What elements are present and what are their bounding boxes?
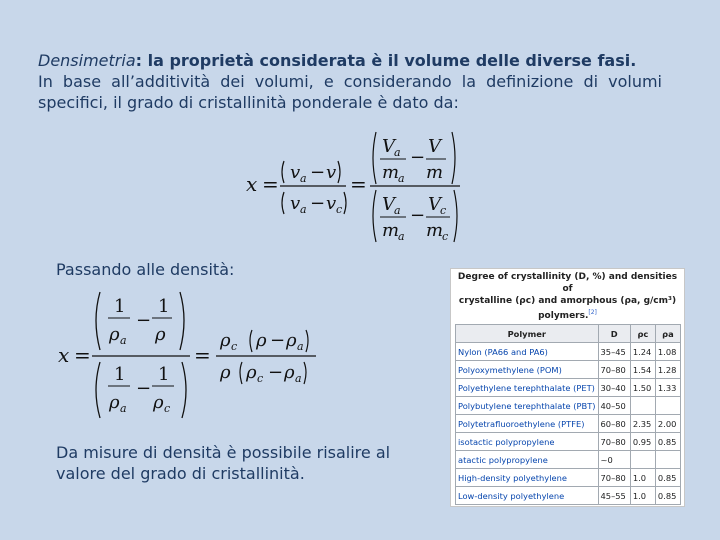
cell-rho-c: [630, 397, 655, 415]
conclusion-line-1: Da misure di densità è possibile risalire al: [56, 443, 391, 462]
cell-rho-a: 1.08: [655, 343, 680, 361]
cell-rho-c: 1.0: [630, 469, 655, 487]
svg-text:c: c: [164, 402, 171, 415]
intro-title-italic: Densimetria: [38, 51, 136, 70]
cell-d: 60–80: [598, 415, 630, 433]
svg-text:m: m: [382, 220, 400, 241]
cell-d: 45–55: [598, 487, 630, 505]
conclusion-text: [56, 442, 390, 484]
svg-text:ρ: ρ: [153, 392, 164, 413]
svg-text:m: m: [426, 162, 444, 183]
table-caption: [457, 271, 678, 322]
cell-rho-a: 0.85: [655, 469, 680, 487]
svg-text:−: −: [410, 205, 426, 226]
svg-text:a: a: [120, 334, 127, 347]
svg-text:V: V: [382, 194, 395, 215]
svg-text:ρ: ρ: [286, 330, 297, 351]
table-row: [456, 415, 681, 433]
header-rho-c: ρc: [630, 325, 655, 343]
cell-rho-a: 0.85: [655, 433, 680, 451]
svg-text:c: c: [231, 340, 238, 353]
svg-text:=: =: [74, 343, 91, 367]
svg-text:ρ: ρ: [246, 362, 257, 383]
svg-text:ρ: ρ: [155, 324, 166, 345]
table-row: [456, 487, 681, 505]
table-caption-ref[interactable]: [2]: [588, 309, 597, 316]
cell-rho-a: 0.85: [655, 487, 680, 505]
conclusion-line-2: valore del grado di cristallinità.: [56, 464, 305, 483]
header-d: D: [598, 325, 630, 343]
svg-text:a: a: [300, 172, 307, 185]
cell-rho-a: 1.28: [655, 361, 680, 379]
table-header-row: [456, 325, 681, 343]
svg-text:1: 1: [158, 296, 170, 317]
cell-rho-a: [655, 397, 680, 415]
svg-text:v: v: [290, 193, 301, 214]
svg-text:ρ: ρ: [220, 362, 231, 383]
polymer-link[interactable]: Nylon (PA66 and PA6): [456, 343, 599, 361]
header-rho-a: ρa: [655, 325, 680, 343]
svg-text:a: a: [300, 203, 307, 216]
svg-text:−: −: [310, 193, 326, 214]
table-row: [456, 343, 681, 361]
svg-text:=: =: [194, 343, 211, 367]
cell-d: 70–80: [598, 361, 630, 379]
svg-text:v: v: [326, 162, 337, 183]
table-caption-line-1: Degree of crystallinity (D, %) and densities of: [457, 272, 678, 294]
cell-rho-a: 2.00: [655, 415, 680, 433]
table-body: [455, 324, 681, 505]
cell-d: ~0: [598, 451, 630, 469]
table-row: [456, 397, 681, 415]
intro-title-rest: : la proprietà considerata è il volume delle diverse fasi.: [135, 51, 637, 70]
table-caption-line-3-text: polymers.: [538, 311, 589, 321]
cell-d: 35–45: [598, 343, 630, 361]
svg-text:V: V: [382, 136, 395, 157]
cell-rho-c: [630, 451, 655, 469]
cell-rho-c: 2.35: [630, 415, 655, 433]
table-caption-line-3: [457, 307, 678, 322]
polymer-link[interactable]: Polytetrafluoroethylene (PTFE): [456, 415, 599, 433]
svg-text:=: =: [262, 172, 279, 196]
cell-rho-a: 1.33: [655, 379, 680, 397]
svg-text:a: a: [394, 146, 401, 159]
intro-text: [38, 50, 662, 113]
svg-text:c: c: [442, 230, 449, 243]
svg-text:a: a: [394, 204, 401, 217]
cell-rho-c: 1.54: [630, 361, 655, 379]
formula-density: [54, 286, 334, 420]
cell-d: 30–40: [598, 379, 630, 397]
polymer-link[interactable]: Polyethylene terephthalate (PET): [456, 379, 599, 397]
svg-text:x: x: [246, 172, 258, 196]
svg-text:a: a: [295, 372, 302, 385]
svg-text:c: c: [257, 372, 264, 385]
svg-text:−: −: [136, 310, 152, 331]
table-row: [456, 361, 681, 379]
intro-title: [38, 50, 662, 71]
svg-text:=: =: [350, 172, 367, 196]
svg-text:−: −: [136, 378, 152, 399]
table-row: [456, 379, 681, 397]
table-row: [456, 451, 681, 469]
svg-text:m: m: [382, 162, 400, 183]
svg-text:1: 1: [114, 296, 126, 317]
svg-text:ρ: ρ: [220, 330, 231, 351]
polymer-link[interactable]: Low-density polyethylene: [456, 487, 599, 505]
svg-text:−: −: [410, 147, 426, 168]
svg-text:ρ: ρ: [109, 324, 120, 345]
cell-d: 40–50: [598, 397, 630, 415]
cell-rho-c: 1.24: [630, 343, 655, 361]
cell-d: 70–80: [598, 469, 630, 487]
svg-text:V: V: [428, 136, 441, 157]
svg-text:a: a: [120, 402, 127, 415]
cell-rho-c: 1.0: [630, 487, 655, 505]
svg-text:a: a: [398, 172, 405, 185]
intro-paragraph: In base all’additività dei volumi, e considerando la definizione di volumi specifici, il grado di cristallinità ponderale è dato da:: [38, 72, 662, 112]
svg-text:c: c: [336, 203, 343, 216]
polymer-link[interactable]: High-density polyethylene: [456, 469, 599, 487]
header-polymer: Polymer: [456, 325, 599, 343]
table-caption-line-2: crystalline (ρc) and amorphous (ρa, g/cm³): [458, 296, 677, 306]
svg-text:−: −: [270, 330, 286, 351]
polymer-link[interactable]: atactic polypropylene: [456, 451, 599, 469]
polymer-link[interactable]: Polyoxymethylene (POM): [456, 361, 599, 379]
svg-text:ρ: ρ: [256, 330, 267, 351]
svg-text:a: a: [398, 230, 405, 243]
cell-rho-c: 0.95: [630, 433, 655, 451]
cell-rho-a: [655, 451, 680, 469]
svg-text:a: a: [297, 340, 304, 353]
svg-text:−: −: [310, 162, 326, 183]
svg-text:ρ: ρ: [109, 392, 120, 413]
svg-text:−: −: [268, 362, 284, 383]
svg-text:ρ: ρ: [284, 362, 295, 383]
table-row: [456, 433, 681, 451]
svg-text:x: x: [58, 343, 70, 367]
svg-text:c: c: [440, 204, 447, 217]
svg-text:m: m: [426, 220, 444, 241]
density-label: Passando alle densità:: [56, 260, 235, 279]
polymer-link[interactable]: Polybutylene terephthalate (PBT): [456, 397, 599, 415]
crystallinity-table: [450, 268, 685, 507]
cell-rho-c: 1.50: [630, 379, 655, 397]
svg-text:1: 1: [158, 364, 170, 385]
formula-volume: [240, 128, 470, 248]
cell-d: 70–80: [598, 433, 630, 451]
polymer-link[interactable]: isotactic polypropylene: [456, 433, 599, 451]
svg-text:1: 1: [114, 364, 126, 385]
svg-text:v: v: [290, 162, 301, 183]
table-row: [456, 469, 681, 487]
svg-text:V: V: [428, 194, 441, 215]
svg-text:v: v: [326, 193, 337, 214]
